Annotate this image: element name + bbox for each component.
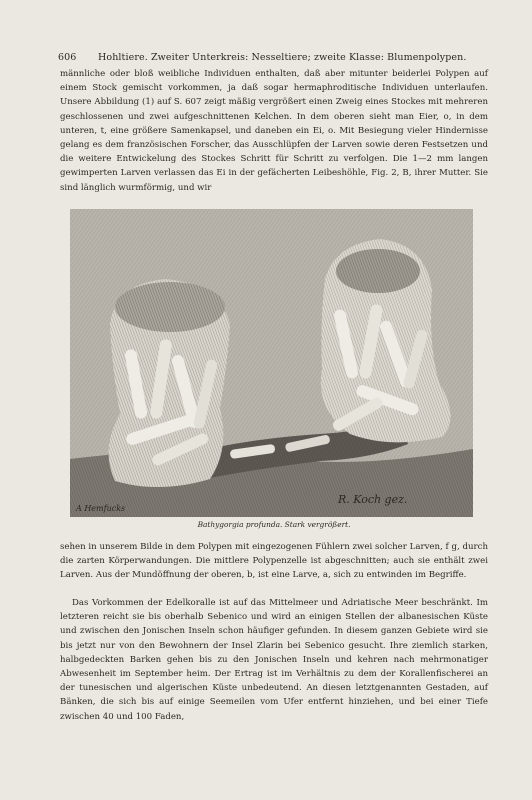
engraving-illustration xyxy=(70,209,473,517)
page-number: 606 xyxy=(58,52,77,63)
paragraph: sehen in unserem Bilde in dem Polypen mit eingezogenen Fühlern zwei solcher Larven, f g, durch die zarten Körperwandungen. Die mittlere Polypenzelle ist abgeschnitten; auch sie enthält zwei Larven. Aus der Mundöffnung der oberen, b, ist eine Larve, a, sich zu entwinden im Begriffe. xyxy=(60,542,488,581)
running-title: Hohltiere. Zweiter Unterkreis: Nesseltiere; zweite Klasse: Blumenpolypen. xyxy=(98,52,467,63)
paragraph: männliche oder bloß weibliche Individuen enthalten, daß aber mitunter beiderlei Polypen auf einem Stock gemischt vorkommen, ja daß sogar hermaphroditische Individuen unterlaufen. Unsere Abbildung (1) auf S. 607 zeigt mäßig vergrößert einen Zweig eines Stockes mit mehreren geschlossenen und zwei aufgeschnittenen Kelchen. In dem oberen sieht man Eier, o, in dem unteren, t, eine größere Samenkapsel, und daneben ein Ei, o. Mit Besiegung vieler Hindernisse gelang es dem französischen Forscher, das Ausschlüpfen der Larven sowie deren Festsetzen und die weitere Entwickelung des Stockes Schritt für Schritt zu verfolgen. Die 1—2 mm langen gewimperten Larven verlassen das Ei in der gefächerten Leibeshöhle, Fig. 2, B, ihrer Mutter. Sie sind länglich wurmförmig, und wir xyxy=(60,69,488,193)
artist-signature: R. Koch gez. xyxy=(338,493,408,506)
paragraph: Das Vorkommen der Edelkoralle ist auf das Mittelmeer und Adriatische Meer beschränkt. Im letzteren reicht sie bis oberhalb Sebenico und wird an einigen Stellen der albanesischen Küste und zwischen den Jonischen Inseln schon häufiger gefunden. In diesem ganzen Gebiete wird sie bis jetzt nur von den Bewohnern der Insel Zlarin bei Sebenico gesucht. Ihre ziemlich starken, halbgedeckten Barken gehen bis zu den Jonischen Inseln und kehren nach mehrmonatiger Abwesenheit im September heim. Der Ertrag ist im Verhältnis zu dem der Korallenfischerei an der tunesischen und algerischen Küste unbedeutend. An diesen letztgenannten Gestaden, auf Bänken, die sich bis auf einige Seemeilen vom Ufer entfernt hinziehen, und bei einer Tiefe zwischen 40 und 100 Faden, xyxy=(60,598,488,722)
left-polyp-drawing xyxy=(109,279,230,487)
engraver-signature: A Hemfucks xyxy=(76,504,126,513)
figure-caption: Bathygorgia profunda. Stark vergrößert. xyxy=(197,520,351,529)
